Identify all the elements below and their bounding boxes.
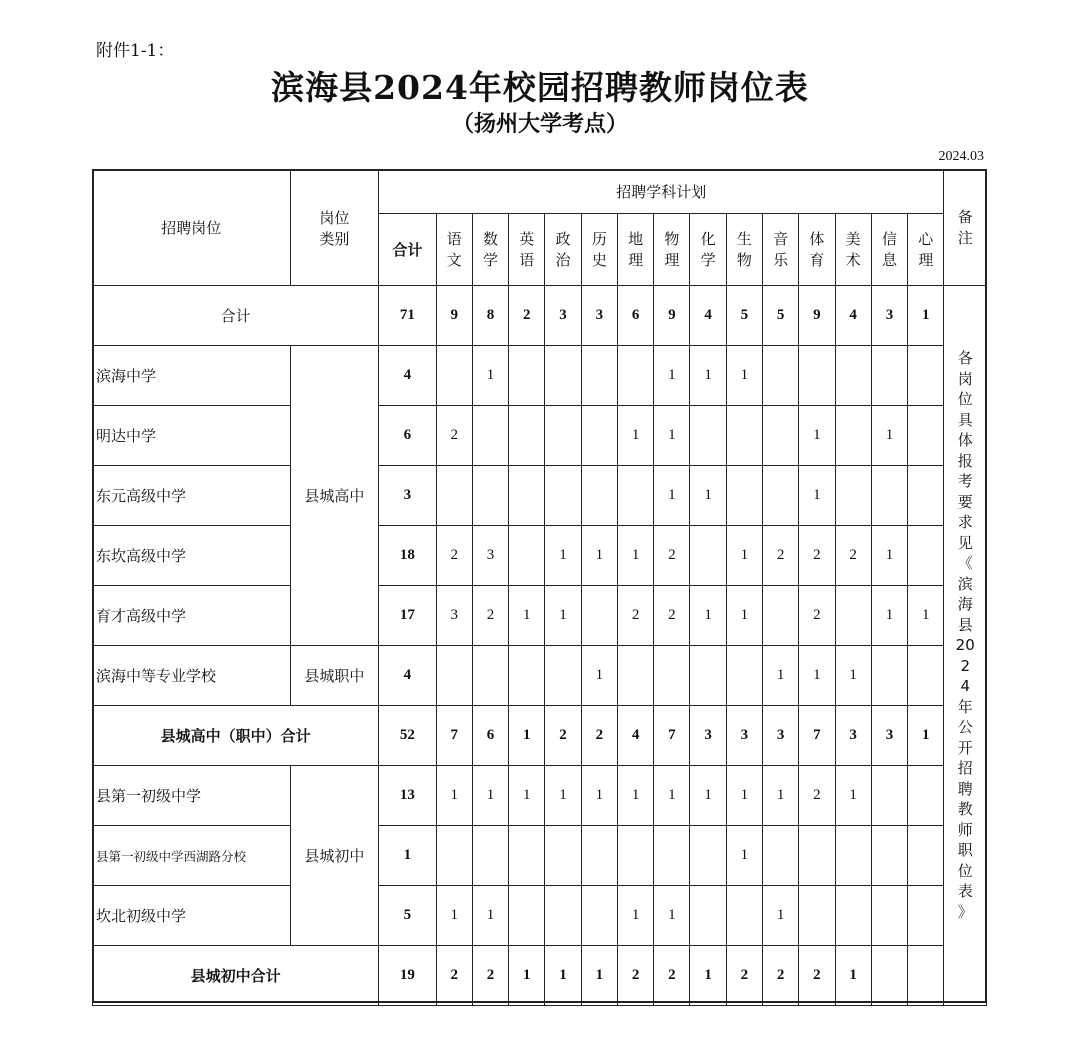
remark-char: 求 [957, 513, 973, 531]
school-name: 东元高级中学 [93, 466, 291, 526]
table-row [93, 526, 987, 586]
value-cell: 2 [799, 946, 835, 1006]
value-cell [763, 826, 799, 886]
value-cell: 1 [690, 586, 726, 646]
value-cell: 1 [690, 766, 726, 826]
value-cell [726, 646, 762, 706]
value-cell: 1 [617, 766, 653, 826]
value-cell: 2 [436, 406, 472, 466]
value-cell [509, 646, 545, 706]
value-cell [835, 346, 871, 406]
value-cell [617, 466, 653, 526]
value-cell [617, 346, 653, 406]
value-cell [472, 826, 508, 886]
remark-char: 要 [957, 492, 973, 511]
value-cell: 2 [726, 946, 762, 1006]
value-cell [908, 886, 944, 946]
value-cell: 2 [472, 946, 508, 1006]
header-subject-char: 心 [918, 229, 934, 248]
value-cell: 1 [472, 886, 508, 946]
value-cell [799, 826, 835, 886]
remark-char: 见 [957, 533, 973, 552]
row-total: 6 [379, 406, 436, 466]
value-cell [763, 586, 799, 646]
value-cell [690, 526, 726, 586]
remark-char: 公 [957, 718, 973, 736]
remark-char: 县 [957, 615, 973, 634]
header-subject-char: 治 [555, 250, 571, 269]
value-cell: 1 [509, 946, 545, 1006]
value-cell [509, 406, 545, 466]
school-name: 明达中学 [93, 406, 291, 466]
value-cell: 1 [835, 766, 871, 826]
remark-char: 滨 [957, 574, 973, 593]
value-cell [908, 466, 944, 526]
remark-char: 《 [957, 554, 973, 572]
value-cell: 3 [763, 706, 799, 766]
value-cell: 1 [581, 526, 617, 586]
value-cell: 1 [436, 886, 472, 946]
value-cell [690, 826, 726, 886]
value-cell: 1 [835, 646, 871, 706]
value-cell [509, 346, 545, 406]
header-subject-char: 化 [700, 229, 716, 248]
value-cell [871, 346, 907, 406]
header-subject [908, 214, 944, 286]
header-subject-char: 信 [881, 229, 897, 248]
header-category [290, 170, 379, 286]
value-cell: 1 [799, 646, 835, 706]
value-cell: 1 [436, 766, 472, 826]
junior-subtotal-label: 县城初中合计 [93, 946, 379, 1006]
recruitment-table [92, 169, 987, 1006]
value-cell: 5 [763, 286, 799, 346]
value-cell: 2 [617, 586, 653, 646]
row-total: 71 [379, 286, 436, 346]
value-cell [581, 826, 617, 886]
school-name: 县第一初级中学 [93, 766, 291, 826]
value-cell [436, 826, 472, 886]
value-cell [726, 466, 762, 526]
value-cell [436, 646, 472, 706]
value-cell [545, 346, 581, 406]
remark-char: 具 [957, 410, 973, 429]
grand-total-label: 合计 [93, 286, 379, 346]
value-cell [436, 346, 472, 406]
value-cell: 6 [617, 286, 653, 346]
header-subject [581, 214, 617, 286]
value-cell: 7 [436, 706, 472, 766]
value-cell [509, 526, 545, 586]
value-cell: 2 [835, 526, 871, 586]
value-cell [581, 466, 617, 526]
table-row [93, 646, 987, 706]
header-subject [799, 214, 835, 286]
header-subject [654, 214, 690, 286]
header-subject-char: 史 [591, 250, 607, 269]
header-subject-char: 生 [736, 229, 752, 248]
value-cell [472, 406, 508, 466]
value-cell [690, 646, 726, 706]
remark-char: 招 [957, 759, 973, 777]
header-subject [509, 214, 545, 286]
header-subject [617, 214, 653, 286]
senior-subtotal-label: 县城高中（职中）合计 [93, 706, 379, 766]
header-category-line2: 类别 [319, 229, 350, 248]
value-cell: 2 [581, 706, 617, 766]
page-title: 滨海县2024年校园招聘教师岗位表 [271, 68, 809, 107]
remark-char: 4年 [957, 677, 973, 716]
value-cell: 1 [763, 646, 799, 706]
value-cell [871, 466, 907, 526]
value-cell: 2 [509, 286, 545, 346]
header-subject-char: 术 [845, 250, 861, 269]
value-cell: 4 [835, 286, 871, 346]
row-total: 4 [379, 646, 436, 706]
category-senior: 县城高中 [290, 346, 379, 646]
value-cell [545, 466, 581, 526]
junior-subtotal-row [93, 946, 987, 1006]
value-cell [617, 826, 653, 886]
value-cell: 1 [509, 586, 545, 646]
table-row [93, 826, 987, 886]
value-cell: 9 [654, 286, 690, 346]
value-cell: 1 [472, 346, 508, 406]
value-cell [908, 946, 944, 1006]
value-cell [871, 886, 907, 946]
value-cell: 3 [871, 706, 907, 766]
header-subject [690, 214, 726, 286]
value-cell [726, 406, 762, 466]
value-cell: 1 [763, 766, 799, 826]
category-vocational: 县城职中 [290, 646, 379, 706]
value-cell [835, 826, 871, 886]
remark-char: 表 [957, 882, 973, 900]
header-subject [763, 214, 799, 286]
header-subject-char: 语 [519, 250, 535, 269]
value-cell: 2 [545, 706, 581, 766]
header-subject-char: 数 [483, 229, 499, 248]
value-cell [581, 886, 617, 946]
value-cell: 1 [545, 586, 581, 646]
header-subject-char: 乐 [773, 250, 789, 269]
header-remark-l2: 注 [957, 228, 973, 247]
value-cell [581, 346, 617, 406]
value-cell: 3 [835, 706, 871, 766]
value-cell: 1 [799, 406, 835, 466]
header-subject-char: 育 [809, 250, 825, 269]
value-cell [763, 466, 799, 526]
header-remark [944, 170, 987, 286]
value-cell [545, 886, 581, 946]
value-cell: 1 [617, 886, 653, 946]
header-subject-char: 理 [664, 250, 680, 269]
value-cell: 1 [690, 466, 726, 526]
remark-cell [944, 286, 987, 1006]
table-row [93, 766, 987, 826]
value-cell: 1 [654, 466, 690, 526]
value-cell: 2 [436, 946, 472, 1006]
table-row [93, 586, 987, 646]
value-cell: 1 [726, 526, 762, 586]
value-cell [654, 646, 690, 706]
value-cell: 1 [799, 466, 835, 526]
remark-char: 考 [957, 472, 973, 490]
header-position: 招聘岗位 [93, 170, 291, 286]
value-cell: 3 [726, 706, 762, 766]
value-cell: 1 [871, 406, 907, 466]
grand-total-row [93, 286, 987, 346]
value-cell: 2 [763, 946, 799, 1006]
table-row [93, 346, 987, 406]
value-cell: 1 [871, 526, 907, 586]
value-cell: 1 [654, 886, 690, 946]
value-cell: 1 [726, 586, 762, 646]
value-cell: 2 [654, 586, 690, 646]
value-cell: 3 [472, 526, 508, 586]
value-cell [871, 826, 907, 886]
value-cell: 1 [654, 766, 690, 826]
value-cell: 2 [763, 526, 799, 586]
header-total: 合计 [379, 214, 436, 286]
remark-char: 位 [957, 390, 973, 408]
header-subject [472, 214, 508, 286]
header-subject-char: 语 [446, 229, 462, 248]
value-cell: 1 [871, 586, 907, 646]
value-cell [871, 646, 907, 706]
value-cell: 1 [545, 946, 581, 1006]
value-cell: 4 [690, 286, 726, 346]
value-cell: 1 [509, 766, 545, 826]
category-junior: 县城初中 [290, 766, 379, 946]
value-cell: 8 [472, 286, 508, 346]
value-cell [472, 646, 508, 706]
header-category-line1: 岗位 [319, 208, 350, 227]
value-cell [617, 646, 653, 706]
row-total: 4 [379, 346, 436, 406]
value-cell [690, 406, 726, 466]
value-cell: 1 [690, 346, 726, 406]
value-cell: 3 [545, 286, 581, 346]
header-subject-char: 物 [664, 229, 680, 248]
value-cell: 2 [799, 766, 835, 826]
value-cell [581, 586, 617, 646]
value-cell: 1 [509, 706, 545, 766]
value-cell: 1 [617, 406, 653, 466]
header-plan: 招聘学科计划 [379, 170, 944, 214]
header-subject-char: 理 [918, 250, 934, 269]
value-cell: 4 [617, 706, 653, 766]
row-total: 5 [379, 886, 436, 946]
value-cell [436, 466, 472, 526]
value-cell: 2 [654, 526, 690, 586]
value-cell [908, 406, 944, 466]
row-total: 52 [379, 706, 436, 766]
school-name: 坎北初级中学 [93, 886, 291, 946]
value-cell: 9 [436, 286, 472, 346]
value-cell [690, 886, 726, 946]
value-cell: 5 [726, 286, 762, 346]
table-row [93, 466, 987, 526]
header-subject-char: 英 [519, 229, 535, 248]
value-cell [726, 886, 762, 946]
value-cell: 1 [654, 406, 690, 466]
remark-char: 开 [957, 738, 973, 757]
value-cell [908, 826, 944, 886]
header-subject-char: 体 [809, 229, 825, 248]
row-total: 3 [379, 466, 436, 526]
value-cell: 1 [581, 946, 617, 1006]
value-cell: 2 [654, 946, 690, 1006]
row-total: 18 [379, 526, 436, 586]
value-cell [763, 406, 799, 466]
remark-char: 岗 [957, 369, 973, 388]
header-subject-char: 学 [700, 250, 716, 269]
value-cell: 2 [472, 586, 508, 646]
value-cell: 7 [799, 706, 835, 766]
value-cell: 1 [690, 946, 726, 1006]
value-cell: 1 [581, 646, 617, 706]
value-cell [871, 946, 907, 1006]
value-cell [581, 406, 617, 466]
value-cell: 3 [581, 286, 617, 346]
remark-char: 师 [957, 820, 973, 839]
value-cell: 1 [726, 826, 762, 886]
header-subject [835, 214, 871, 286]
value-cell: 1 [726, 766, 762, 826]
remark-char: 体 [957, 431, 973, 449]
value-cell [835, 466, 871, 526]
school-name: 东坎高级中学 [93, 526, 291, 586]
remark-char: 202 [955, 636, 975, 675]
value-cell: 1 [726, 346, 762, 406]
value-cell: 1 [545, 526, 581, 586]
value-cell [654, 826, 690, 886]
header-subject-char: 美 [845, 229, 861, 248]
value-cell [835, 586, 871, 646]
value-cell: 1 [617, 526, 653, 586]
value-cell: 2 [799, 526, 835, 586]
header-subject [545, 214, 581, 286]
table-row [93, 406, 987, 466]
value-cell: 2 [799, 586, 835, 646]
value-cell [908, 646, 944, 706]
value-cell [545, 646, 581, 706]
header-subject-char: 物 [736, 250, 752, 269]
value-cell: 1 [835, 946, 871, 1006]
header-subject [871, 214, 907, 286]
value-cell [763, 346, 799, 406]
row-total: 1 [379, 826, 436, 886]
remark-char: 》 [957, 902, 973, 921]
header-remark-l1: 备 [957, 207, 973, 226]
header-subject-char: 理 [628, 250, 644, 269]
value-cell [908, 766, 944, 826]
remark-char: 职 [957, 841, 973, 859]
school-name: 县第一初级中学西湖路分校 [93, 826, 291, 886]
header-subject-char: 地 [628, 229, 644, 248]
header-subject-char: 文 [446, 250, 462, 269]
remark-char: 报 [957, 451, 973, 470]
value-cell: 6 [472, 706, 508, 766]
value-cell: 1 [908, 586, 944, 646]
value-cell: 1 [472, 766, 508, 826]
value-cell [509, 466, 545, 526]
header-subject [436, 214, 472, 286]
header-subject-char: 历 [591, 229, 607, 248]
value-cell [509, 886, 545, 946]
remark-char: 聘 [957, 779, 973, 798]
value-cell: 2 [436, 526, 472, 586]
value-cell [545, 406, 581, 466]
value-cell: 1 [545, 766, 581, 826]
value-cell [908, 346, 944, 406]
value-cell [472, 466, 508, 526]
page-subtitle: （扬州大学考点） [451, 111, 628, 137]
value-cell: 9 [799, 286, 835, 346]
value-cell: 3 [436, 586, 472, 646]
header-subject-char: 音 [773, 229, 789, 248]
remark-char: 教 [957, 800, 973, 818]
remark-char: 海 [957, 595, 973, 613]
header-subject-char: 学 [483, 250, 499, 269]
row-total: 17 [379, 586, 436, 646]
value-cell [871, 766, 907, 826]
header-subject-char: 政 [555, 229, 571, 248]
value-cell: 7 [654, 706, 690, 766]
value-cell [509, 826, 545, 886]
value-cell: 3 [690, 706, 726, 766]
school-name: 滨海中等专业学校 [93, 646, 291, 706]
table-row [93, 886, 987, 946]
value-cell: 1 [908, 706, 944, 766]
remark-char: 各 [957, 349, 973, 367]
value-cell: 2 [617, 946, 653, 1006]
row-total: 19 [379, 946, 436, 1006]
value-cell [799, 346, 835, 406]
value-cell: 1 [908, 286, 944, 346]
header-subject [726, 214, 762, 286]
document-date: 2024.03 [938, 149, 984, 164]
senior-subtotal-row [93, 706, 987, 766]
value-cell: 1 [654, 346, 690, 406]
value-cell [908, 526, 944, 586]
value-cell [799, 886, 835, 946]
value-cell: 3 [871, 286, 907, 346]
attachment-label: 附件1-1： [96, 41, 175, 61]
row-total: 13 [379, 766, 436, 826]
value-cell [835, 406, 871, 466]
school-name: 滨海中学 [93, 346, 291, 406]
school-name: 育才高级中学 [93, 586, 291, 646]
header-subject-char: 息 [881, 250, 897, 269]
value-cell: 1 [581, 766, 617, 826]
value-cell: 1 [763, 886, 799, 946]
value-cell [545, 826, 581, 886]
remark-char: 位 [957, 861, 973, 880]
value-cell [835, 886, 871, 946]
